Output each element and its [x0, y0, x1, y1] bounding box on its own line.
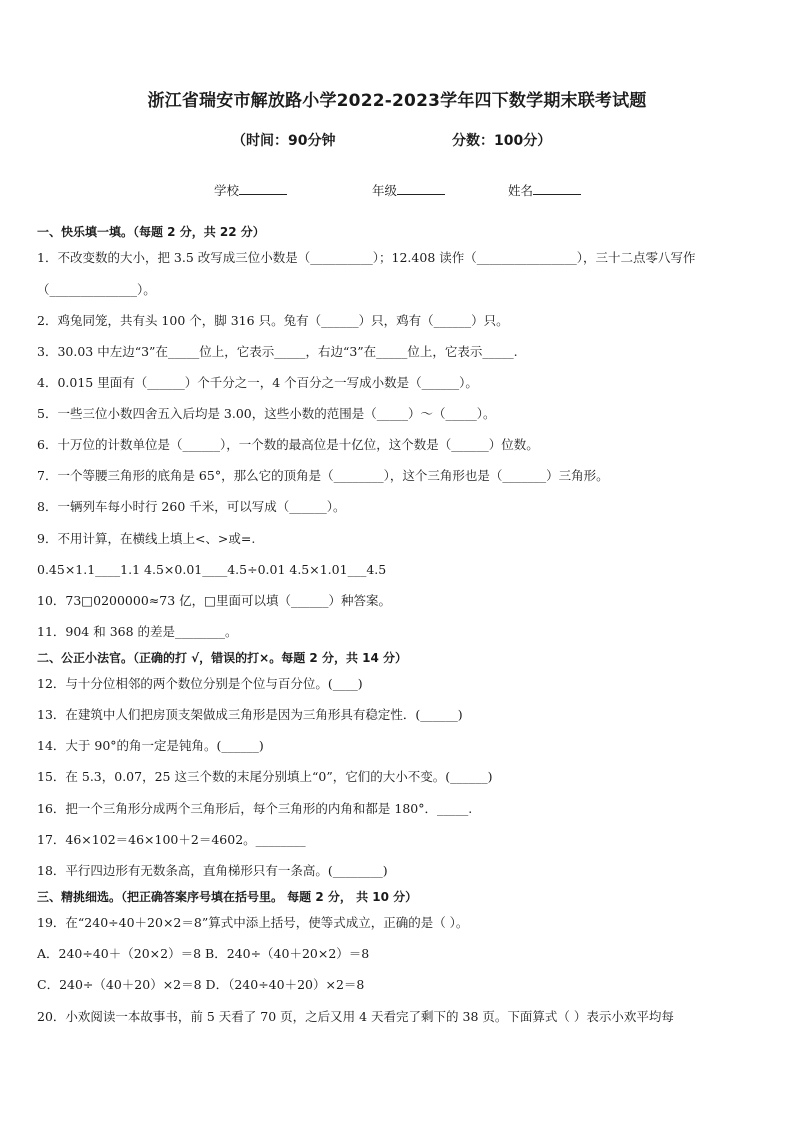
- school-field: [214, 181, 287, 199]
- question-line: （______________）。: [37, 282, 156, 297]
- question-line: 13．在建筑中人们把房顶支架做成三角形是因为三角形具有稳定性．(______): [37, 707, 463, 722]
- name-field: [508, 181, 581, 199]
- exam-score: 分数：100分）: [452, 133, 552, 149]
- question-line: 5．一些三位小数四舍五入后均是 3.00，这些小数的范围是（_____）～（_____）。: [37, 406, 496, 421]
- page-title: 浙江省瑞安市解放路小学2022-2023学年四下数学期末联考试题: [147, 91, 647, 111]
- question-line: 20．小欢阅读一本故事书，前 5 天看了 70 页，之后又用 4 天看完了剩下的 38 页。下面算式（ ）表示小欢平均每: [37, 1009, 674, 1024]
- school-blank: [239, 182, 287, 195]
- question-line: 16．把一个三角形分成两个三角形后，每个三角形的内角和都是 180°．_____.: [37, 801, 473, 816]
- exam-time: （时间：90分钟: [232, 133, 336, 149]
- section-heading: 三、精挑细选。（把正确答案序号填在括号里。 每题 2 分， 共 10 分）: [37, 890, 418, 904]
- question-line: A．240÷40＋（20×2）＝8 B．240÷（40＋20×2）＝8: [37, 946, 370, 961]
- question-line: 14．大于 90°的角一定是钝角。(______): [37, 738, 264, 753]
- question-line: 15．在 5.3，0.07，25 这三个数的末尾分别填上“0”，它们的大小不变。(______): [37, 769, 493, 784]
- question-line: 3．30.03 中左边“3”在_____位上，它表示_____，右边“3”在_____位上，它表示_____.: [37, 344, 518, 359]
- question-line: 17．46×102＝46×100＋2＝4602。________: [37, 832, 306, 847]
- question-line: 8．一辆列车每小时行 260 千米，可以写成（______）。: [37, 499, 346, 514]
- question-line: 11．904 和 368 的差是________。: [37, 624, 238, 639]
- question-line: 9．不用计算，在横线上填上<、>或=.: [37, 531, 256, 546]
- question-line: 18．平行四边形有无数条高，直角梯形只有一条高。(________): [37, 863, 388, 878]
- school-label: 学校: [214, 183, 240, 198]
- section-heading: 二、公正小法官。（正确的打 √，错误的打×。每题 2 分，共 14 分）: [37, 651, 407, 665]
- question-line: 12．与十分位相邻的两个数位分别是个位与百分位。(____): [37, 676, 363, 691]
- question-line: 6．十万位的计数单位是（______），一个数的最高位是十亿位，这个数是（______）位数。: [37, 437, 539, 452]
- question-line: C．240÷（40＋20）×2＝8 D．（240÷40＋20）×2＝8: [37, 977, 365, 992]
- question-line: 4．0.015 里面有（______）个千分之一，4 个百分之一写成小数是（______）。: [37, 375, 478, 390]
- grade-blank: [397, 182, 445, 195]
- name-blank: [533, 182, 581, 195]
- section-heading: 一、快乐填一填。（每题 2 分，共 22 分）: [37, 225, 265, 239]
- grade-field: [372, 181, 445, 199]
- question-line: 10．73□0200000≈73 亿，□里面可以填（______）种答案。: [37, 593, 391, 608]
- question-line: 2．鸡兔同笼，共有头 100 个，脚 316 只。兔有（______）只，鸡有（______）只。: [37, 313, 509, 328]
- question-line: 7．一个等腰三角形的底角是 65°，那么它的顶角是（________），这个三角形也是（_______）三角形。: [37, 468, 609, 483]
- question-line: 0.45×1.1____1.1 4.5×0.01____4.5÷0.01 4.5×1.01___4.5: [37, 562, 387, 577]
- grade-label: 年级: [372, 183, 398, 198]
- question-line: 1．不改变数的大小，把 3.5 改写成三位小数是（__________）；12.408 读作（________________），三十二点零八写作: [37, 250, 696, 265]
- question-line: 19．在“240÷40＋20×2＝8”算式中添上括号，使等式成立，正确的是（ ）。: [37, 915, 469, 930]
- name-label: 姓名: [508, 183, 534, 198]
